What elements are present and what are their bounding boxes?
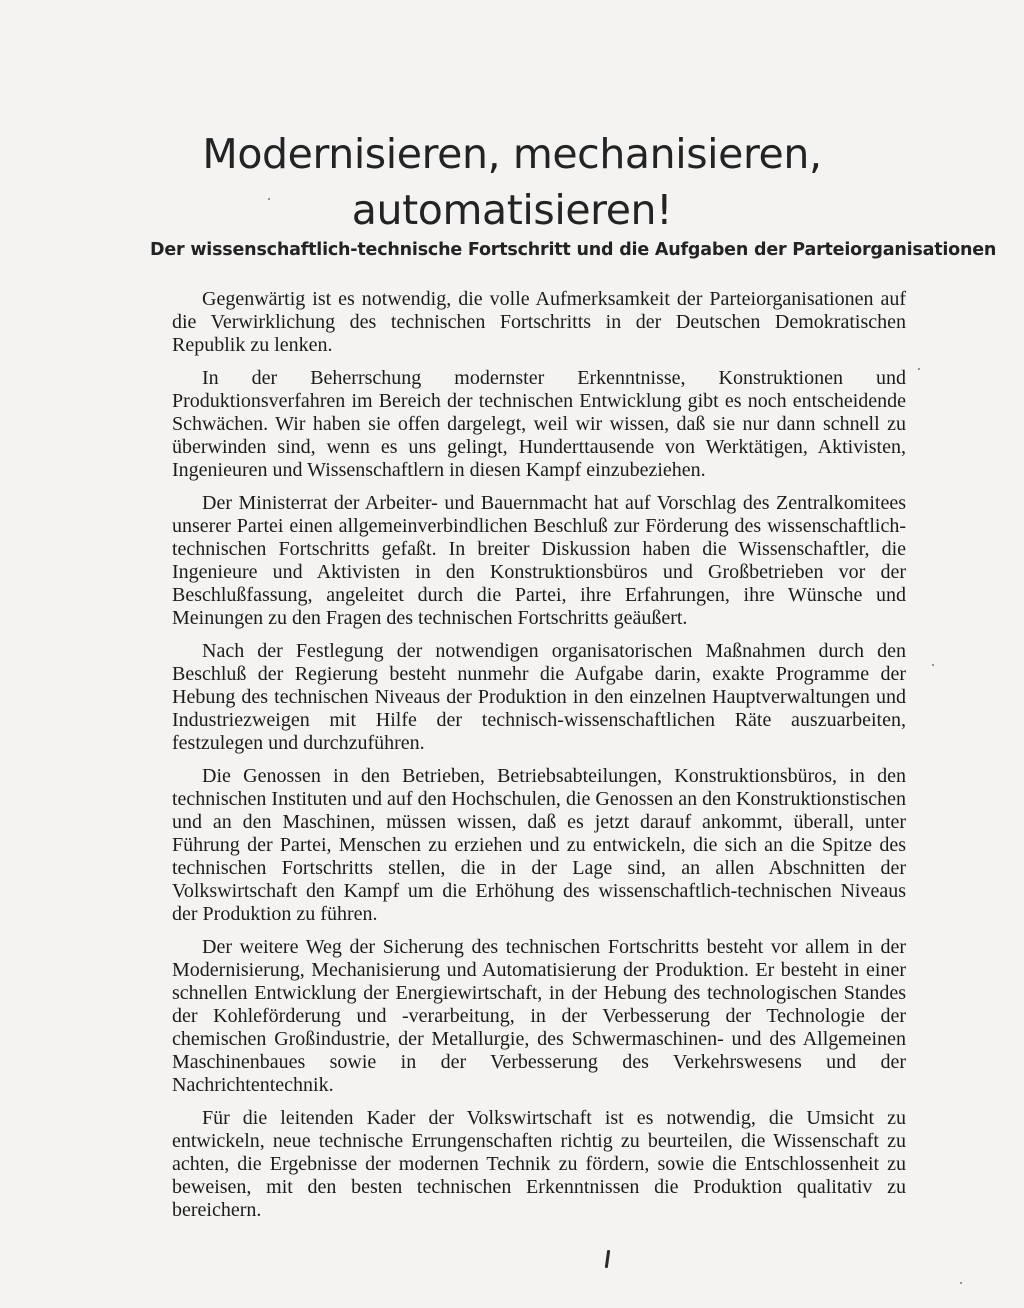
page-mark bbox=[605, 1250, 610, 1268]
title-line-1: Modernisieren, mechanisieren, bbox=[202, 130, 822, 178]
document-body bbox=[172, 288, 906, 1232]
document-title bbox=[150, 126, 874, 238]
paragraph-4: Nach der Festlegung der notwendigen organisatorischen Maßnahmen durch den Beschluß der Regierung besteht nunmehr die Aufgabe darin, exakte Programme der Hebung des technischen Niveaus der Produktion in den einzelnen Hauptverwaltungen und Industriezweigen mit Hilfe der technisch-wissenschaftlichen Räte auszuarbeiten, festzulegen und durchzuführen. bbox=[172, 640, 906, 754]
scan-speck bbox=[268, 198, 270, 200]
paragraph-5: Die Genossen in den Betrieben, Betriebsabteilungen, Konstruktionsbüros, in den technischen Instituten und auf den Hochschulen, die Genossen an den Konstruktionstischen und an den Maschinen, müssen wissen, daß es jetzt darauf ankommt, überall, unter Führung der Partei, Menschen zu erziehen und zu entwickeln, die sich an die Spitze des technischen Fortschritts stellen, die in der Lage sind, an allen Abschnitten der Volkswirtschaft den Kampf um die Erhöhung des wissenschaftlich-technischen Niveaus der Produktion zu führen. bbox=[172, 765, 906, 925]
paragraph-6: Der weitere Weg der Sicherung des technischen Fortschritts besteht vor allem in der Modernisierung, Mechanisierung und Automatisierung der Produktion. Er besteht in einer schnellen Entwicklung der Energiewirtschaft, in der Hebung des technologischen Standes der Kohleförderung und -verarbeitung, in der Verbesserung der Technologie der chemischen Großindustrie, der Metallurgie, des Schwermaschinen- und des Allgemeinen Maschinenbaues sowie in der Verbesserung des Verkehrswesens und der Nachrichtentechnik. bbox=[172, 936, 906, 1096]
title-line-2: automatisieren! bbox=[351, 186, 673, 234]
paragraph-2: In der Beherrschung modernster Erkenntnisse, Konstruktionen und Produktionsverfahren im Bereich der technischen Entwicklung gibt es noch entscheidende Schwächen. Wir haben sie offen dargelegt, weil wir wissen, daß sie nur dann schnell zu überwinden sind, wenn es uns gelingt, Hunderttausende von Werktätigen, Aktivisten, Ingenieuren und Wissenschaftlern in diesen Kampf einzubeziehen. bbox=[172, 367, 906, 481]
scan-speck bbox=[932, 664, 934, 666]
paragraph-3: Der Ministerrat der Arbeiter- und Bauernmacht hat auf Vorschlag des Zentralkomitees unserer Partei einen allgemeinverbindlichen Beschluß zur Förderung des wissenschaftlich-technischen Fortschritts gefaßt. In breiter Diskussion haben die Wissenschaftler, die Ingenieure und Aktivisten in den Konstruktionsbüros und Großbetrieben vor der Beschlußfassung, angeleitet durch die Partei, ihre Erfahrungen, ihre Wünsche und Meinungen zu den Fragen des technischen Fortschritts geäußert. bbox=[172, 492, 906, 629]
scan-speck bbox=[918, 368, 920, 370]
paragraph-7: Für die leitenden Kader der Volkswirtschaft ist es notwendig, die Umsicht zu entwickeln, neue technische Errungenschaften richtig zu beurteilen, die Wissenschaft zu achten, die Ergebnisse der modernen Technik zu fördern, sowie die Entschlossenheit zu beweisen, mit den besten technischen Erkenntnissen die Produktion qualitativ zu bereichern. bbox=[172, 1107, 906, 1221]
document-subtitle: Der wissenschaftlich-technische Fortschritt und die Aufgaben der Parteiorganisationen bbox=[150, 240, 997, 260]
paragraph-1: Gegenwärtig ist es notwendig, die volle Aufmerksamkeit der Parteiorganisationen auf die Verwirklichung des technischen Fortschritts in der Deutschen Demokratischen Republik zu lenken. bbox=[172, 288, 906, 356]
scan-speck bbox=[960, 1282, 962, 1284]
